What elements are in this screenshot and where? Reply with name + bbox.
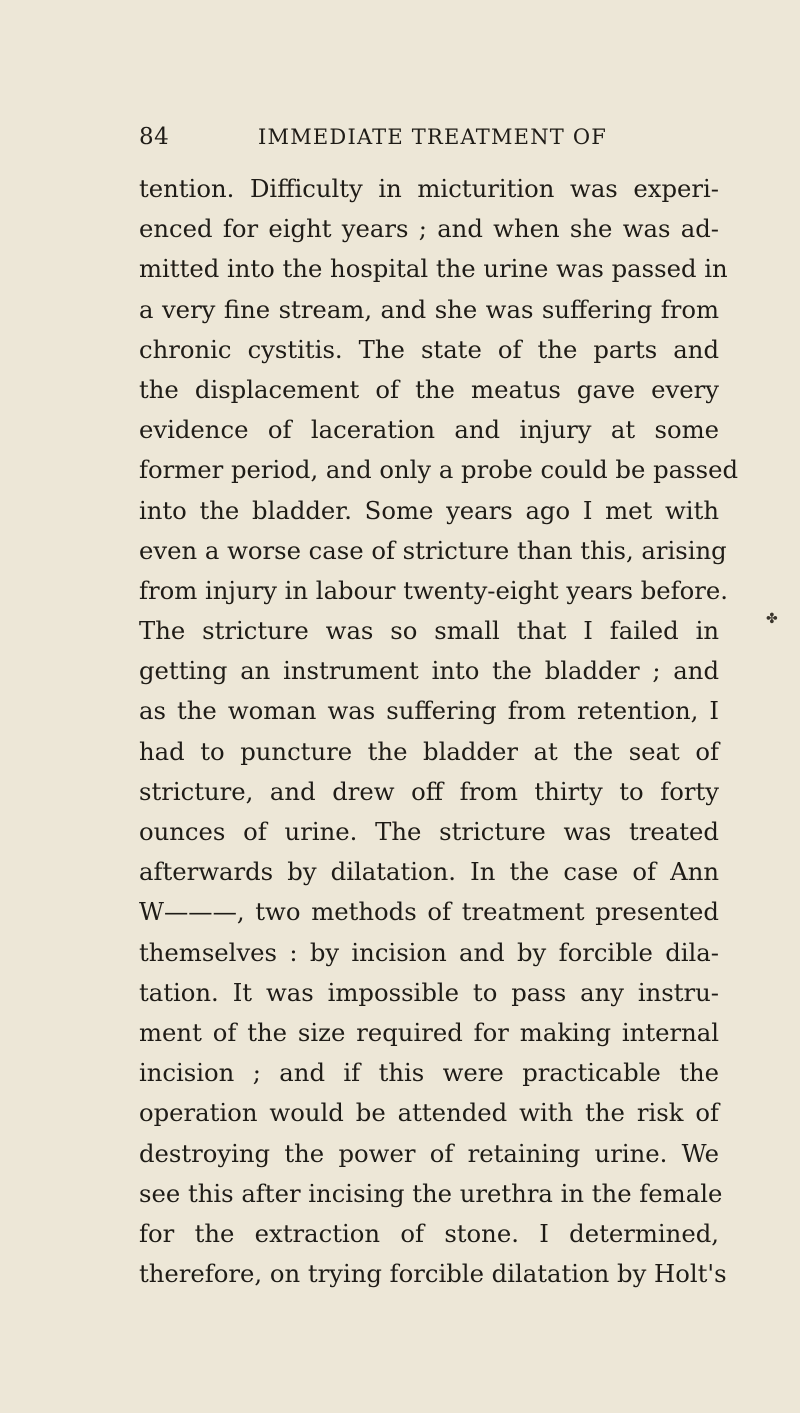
text-line: even a worse case of stricture than this, arising bbox=[139, 535, 727, 565]
text-line: chronic cystitis. The state of the parts and bbox=[139, 334, 719, 364]
page-number: 84 bbox=[139, 124, 170, 150]
text-line: enced for eight years ; and when she was ad- bbox=[139, 214, 719, 244]
text-line: from injury in labour twenty-eight years before. bbox=[139, 575, 729, 605]
text-line: themselves : by incision and by forcible dila- bbox=[139, 937, 719, 967]
text-line: ment of the size required for making internal bbox=[139, 1017, 719, 1047]
text-line: therefore, on trying forcible dilatation by Holt's bbox=[139, 1259, 727, 1289]
text-line: a very fine stream, and she was suffering from bbox=[139, 294, 719, 324]
text-line: The stricture was so small that I failed in bbox=[139, 616, 719, 646]
text-line: ounces of urine. The stricture was treated bbox=[139, 817, 719, 846]
text-line: operation would be attended with the risk of bbox=[139, 1098, 719, 1128]
running-head: IMMEDIATE TREATMENT OF bbox=[258, 125, 608, 149]
text-line: stricture, and drew off from thirty to forty bbox=[139, 776, 719, 806]
text-line: getting an instrument into the bladder ; and bbox=[139, 656, 719, 686]
text-line: W———, two methods of treatment presented bbox=[139, 897, 719, 927]
text-line: into the bladder. Some years ago I met with bbox=[139, 495, 719, 525]
text-line: evidence of laceration and injury at some bbox=[139, 415, 719, 445]
text-line: destroying the power of retaining urine. We bbox=[139, 1138, 719, 1168]
body-text bbox=[139, 169, 738, 1294]
text-line: for the extraction of stone. I determined, bbox=[139, 1218, 719, 1248]
text-line: incision ; and if this were practicable the bbox=[139, 1058, 719, 1088]
text-line: the displacement of the meatus gave every bbox=[139, 374, 719, 404]
text-line: mitted into the hospital the urine was passed in bbox=[139, 254, 728, 284]
margin-mark-icon: ✤ bbox=[766, 611, 778, 627]
text-line: former period, and only a probe could be passed bbox=[139, 455, 738, 485]
page-header bbox=[139, 124, 719, 160]
text-line: had to puncture the bladder at the seat of bbox=[139, 736, 719, 766]
text-line: tation. It was impossible to pass any instru- bbox=[139, 977, 719, 1007]
text-line: as the woman was suffering from retention, I bbox=[139, 696, 719, 726]
text-line: tention. Difficulty in micturition was experi- bbox=[139, 174, 719, 203]
text-line: see this after incising the urethra in the female bbox=[139, 1178, 723, 1208]
text-line: afterwards by dilatation. In the case of Ann bbox=[139, 857, 719, 887]
